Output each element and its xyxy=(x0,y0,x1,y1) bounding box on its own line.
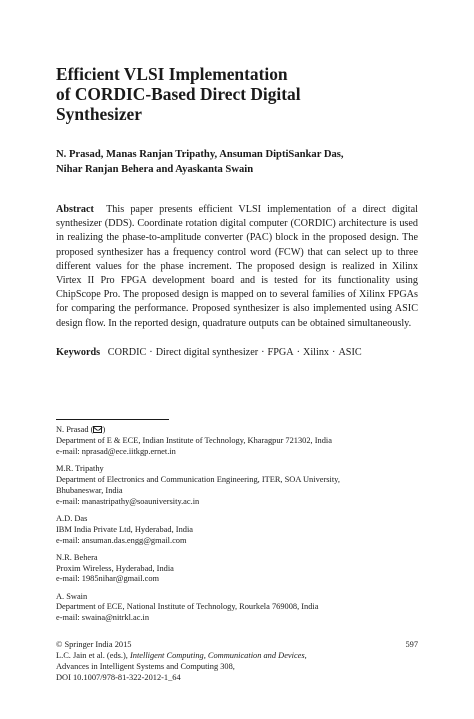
affiliation-line: IBM India Private Ltd, Hyderabad, India xyxy=(56,524,193,534)
keyword-separator: · xyxy=(296,347,300,358)
affiliation-line: Department of ECE, National Institute of Technology, Rourkela 769008, India xyxy=(56,602,319,612)
affiliation-name: A.D. Das xyxy=(56,513,88,523)
affiliation-name: A. Swain xyxy=(56,591,88,601)
affiliation-email: e-mail: manastripathy@soauniversity.ac.in xyxy=(56,496,200,506)
copyright: © Springer India 2015 xyxy=(56,640,132,649)
keywords-label: Keywords xyxy=(56,347,101,358)
affiliation-name: N.R. Behera xyxy=(56,552,98,562)
book-title: Intelligent Computing, Communication and Devices xyxy=(129,650,305,660)
affiliation-name: N. Prasad ( ) xyxy=(56,425,106,434)
affiliation-line: Bhubaneswar, India xyxy=(56,485,123,495)
keyword: Xilinx xyxy=(302,347,330,358)
affiliation-line: Proxim Wireless, Hyderabad, India xyxy=(56,563,174,573)
series-line: Advances in Intelligent Systems and Computing 308, xyxy=(56,661,235,671)
author-list: N. Prasad, Manas Ranjan Tripathy, Ansuman DiptiSankar Das, Nihar Ranjan Behera and Ayaskanta Swain xyxy=(56,149,344,175)
paper-title: Efficient VLSI Implementation of CORDIC-Based Direct Digital Synthesizer xyxy=(56,64,301,124)
keyword: FPGA xyxy=(267,347,294,358)
affiliation-das xyxy=(56,514,418,547)
affiliation-line: Department of E & ECE, Indian Institute of Technology, Kharagpur 721302, India xyxy=(56,435,332,445)
affiliation-tripathy xyxy=(56,464,418,508)
affiliation-name: M.R. Tripathy xyxy=(56,463,104,473)
paper-page xyxy=(56,0,418,719)
affiliation-email: e-mail: swaina@nitrkl.ac.in xyxy=(56,613,150,623)
keyword-separator: · xyxy=(261,347,265,358)
envelope-icon xyxy=(93,426,102,433)
keyword: CORDIC xyxy=(107,347,147,358)
publication-footer xyxy=(56,640,418,684)
page-number: 597 xyxy=(405,640,418,649)
abstract-text: This paper presents efficient VLSI implementation of a direct digital synthesizer (DDS). Coordinate rotation digital computer (CORDIC) architecture is used in realizing the phase-to-amplitude converter (PAC) block in the proposed design. The proposed synthesizer has a frequency control word (FCW) that can select up to three different values for the phase increment. The proposed design is realized in Xilinx Virtex II Pro FPGA development board and is tested for its functionality using ChipScope Pro. The proposed design is mapped on to several families of Xilinx FPGAs for comparing the performance. Proposed synthesizer is also implemented using ASIC design flow. In the reported design, quadrature outputs can be obtained simultaneously. xyxy=(56,204,418,329)
keyword-separator: · xyxy=(332,347,336,358)
citation-line: L.C. Jain et al. (eds.), Intelligent Computing, Communication and Devices, xyxy=(56,650,307,660)
keywords xyxy=(56,346,418,360)
affiliation-email: e-mail: ansuman.das.engg@gmail.com xyxy=(56,535,187,545)
keyword: Direct digital synthesizer xyxy=(155,347,259,358)
affiliation-email: e-mail: 1985nihar@gmail.com xyxy=(56,574,160,584)
footnote-divider xyxy=(56,419,169,420)
affiliation-behera xyxy=(56,553,418,586)
keyword-separator: · xyxy=(149,347,153,358)
doi: DOI 10.1007/978-81-322-2012-1_64 xyxy=(56,672,181,682)
affiliation-swain xyxy=(56,592,418,625)
affiliations xyxy=(56,425,418,630)
affiliation-email: e-mail: nprasad@ece.iitkgp.ernet.in xyxy=(56,446,176,456)
abstract xyxy=(56,203,418,331)
abstract-label: Abstract xyxy=(56,204,94,215)
affiliation-prasad xyxy=(56,425,418,458)
keyword: ASIC xyxy=(338,347,362,358)
affiliation-line: Department of Electronics and Communication Engineering, ITER, SOA University, xyxy=(56,474,340,484)
